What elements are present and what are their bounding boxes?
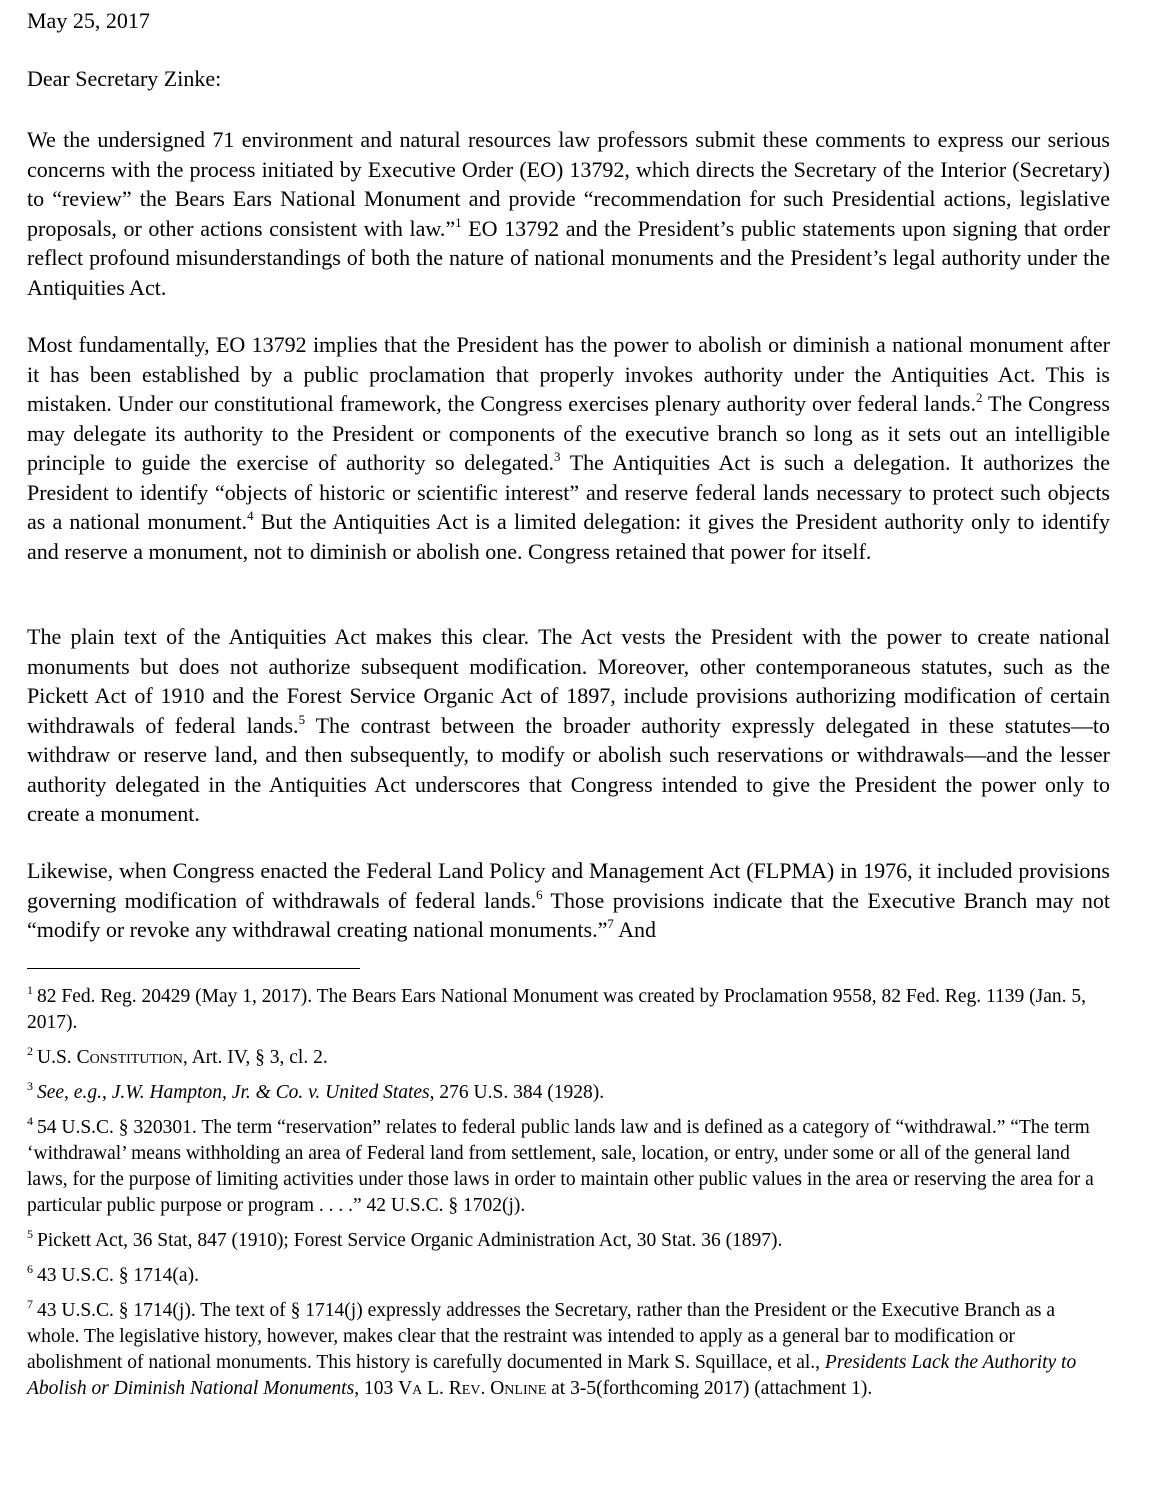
footnote-text: 82 Fed. Reg. 20429 (May 1, 2017). The Bears Ears National Monument was created by Proclamation 9558, 82 Fed. Reg. 1139 (Jan. 5, 2017).: [27, 986, 1087, 1033]
footnote-divider: [27, 968, 360, 969]
paragraph-4-text-c: And: [613, 917, 657, 942]
paragraph-3: [27, 622, 1110, 829]
footnote-number: 5: [27, 1227, 33, 1241]
footnote-journal-name: Va L. Rev. Online: [398, 1378, 547, 1399]
paragraph-4-text-b: Those provisions indicate that the Executive Branch may not “modify or revoke any withdrawal creating national monuments.”: [27, 887, 1110, 942]
footnote-ref-6[interactable]: 6: [536, 886, 543, 902]
footnote-ref-3[interactable]: 3: [554, 449, 561, 464]
footnote-6: [27, 1263, 1110, 1289]
paragraph-1-text-b: EO 13792 and the President’s public statements upon signing that order reflect profound misunderstandings of both the nature of national monuments and the President’s legal authority under the Antiquities Act.: [27, 215, 1111, 300]
footnote-text: 54 U.S.C. § 320301. The term “reservation” relates to federal public lands law and is defined as a category of “withdrawal.” “The term ‘withdrawal’ means withholding an area of Federal land from settlement, sale, location, or entry, under some or all of the general land laws, for the purpose of limiting activities under those laws in order to maintain other public values in the area or reserving the area for a particular public purpose or program . . . .” 42 U.S.C. § 1702(j).: [27, 1117, 1094, 1216]
paragraph-2-text-d: But the Antiquities Act is a limited delegation: it gives the President authority only to identify and reserve a monument, not to diminish or abolish one. Congress retained that power for itself.: [27, 509, 1111, 564]
footnote-text: , 276 U.S. 384 (1928).: [429, 1082, 605, 1103]
footnote-number: 1: [27, 983, 33, 997]
paragraph-2-text-a: Most fundamentally, EO 13792 implies that the President has the power to abolish or diminish a national monument after it has been established by a public proclamation that properly invokes authority under the Antiquities Act. This is mistaken. Under our constitutional framework, the Congress exercises plenary authority over federal lands.: [27, 332, 1110, 416]
footnote-text: , Art. IV, § 3, cl. 2.: [182, 1047, 328, 1068]
footnote-4: [27, 1115, 1110, 1219]
footnote-2: [27, 1045, 1110, 1071]
paragraph-2-text-c: The Antiquities Act is such a delegation. It authorizes the President to identify “objects of historic or scientific interest” and reserve federal lands necessary to protect such objects as a national monument.: [27, 450, 1110, 534]
footnote-7: [27, 1298, 1110, 1402]
footnote-ref-1[interactable]: 1: [455, 214, 462, 230]
paragraph-1-text-a: We the undersigned 71 environment and natural resources law professors submit these comments to express our serious concerns with the process initiated by Executive Order (EO) 13792, which directs the Secretary of the Interior (Secretary) to “review” the Bears Ears National Monument and provide “recommendation for such Presidential actions, legislative proposals, or other actions consistent with law.”: [27, 127, 1110, 241]
paragraph-2-text-b: The Congress may delegate its authority to the President or components of the executive branch so long as it sets out an intelligible principle to guide the exercise of authority so delegated.: [27, 391, 1110, 475]
footnote-ref-5[interactable]: 5: [298, 711, 306, 727]
footnote-italic-signal: See, e.g.: [37, 1082, 102, 1103]
paragraph-4-text-a: Likewise, when Congress enacted the Federal Land Policy and Management Act (FLPMA) in 1976, it included provisions governing modification of withdrawals of federal lands.: [27, 858, 1110, 913]
footnote-text: at 3-5(forthcoming 2017) (attachment 1).: [546, 1378, 873, 1399]
paragraph-3-text-b: The contrast between the broader authority expressly delegated in these statutes—to withdraw or reserve land, and then subsequently, to modify or abolish such reservations or withdrawals—and the lesser authority delegated in the Antiquities Act underscores that Congress intended to give the President the power only to create a monument.: [27, 712, 1110, 826]
footnote-3: [27, 1080, 1110, 1106]
footnote-smallcaps-text: Constitution: [76, 1047, 183, 1068]
paragraph-2: [27, 330, 1110, 566]
paragraph-4: [27, 856, 1110, 945]
salutation: Dear Secretary Zinke:: [27, 66, 222, 91]
footnote-case-name: J.W. Hampton, Jr. & Co. v. United States: [111, 1082, 430, 1103]
footnote-number: 4: [27, 1114, 33, 1128]
footnote-number: 6: [27, 1262, 33, 1276]
footnote-ref-7[interactable]: 7: [607, 916, 614, 931]
footnote-ref-4[interactable]: 4: [247, 508, 254, 523]
footnote-number: 2: [27, 1044, 33, 1058]
footnote-1: [27, 984, 1110, 1036]
footnote-number: 7: [27, 1297, 33, 1311]
footnote-ref-2[interactable]: 2: [975, 390, 983, 405]
footnote-text: 43 U.S.C. § 1714(a).: [37, 1265, 199, 1286]
footnote-number: 3: [27, 1079, 33, 1093]
footnote-5: [27, 1228, 1110, 1254]
paragraph-1: [27, 125, 1110, 302]
footnote-text: ,: [101, 1082, 112, 1103]
footnote-article-title: Presidents Lack the Authority to Abolish or Diminish National Monuments: [27, 1352, 1077, 1399]
footnote-text: Pickett Act, 36 Stat, 847 (1910); Forest Service Organic Administration Act, 30 Stat. 36 (1897).: [37, 1230, 783, 1251]
footnote-text: 43 U.S.C. § 1714(j). The text of § 1714(j) expressly addresses the Secretary, rather than the President or the Executive Branch as a whole. The legislative history, however, makes clear that the restraint was intended to apply as a general bar to modification or abolishment of national monuments. This history is carefully documented in Mark S. Squillace, et al.,: [27, 1300, 1056, 1373]
footnotes: [27, 984, 1110, 1411]
letter-date: May 25, 2017: [27, 8, 150, 33]
footnote-text: U.S.: [37, 1047, 77, 1068]
footnote-text: , 103: [354, 1378, 399, 1399]
paragraph-3-text-a: The plain text of the Antiquities Act makes this clear. The Act vests the President with the power to create national monuments but does not authorize subsequent modification. Moreover, other contemporaneous statutes, such as the Pickett Act of 1910 and the Forest Service Organic Act of 1897, include provisions authorizing modification of certain withdrawals of federal lands.: [27, 624, 1110, 738]
